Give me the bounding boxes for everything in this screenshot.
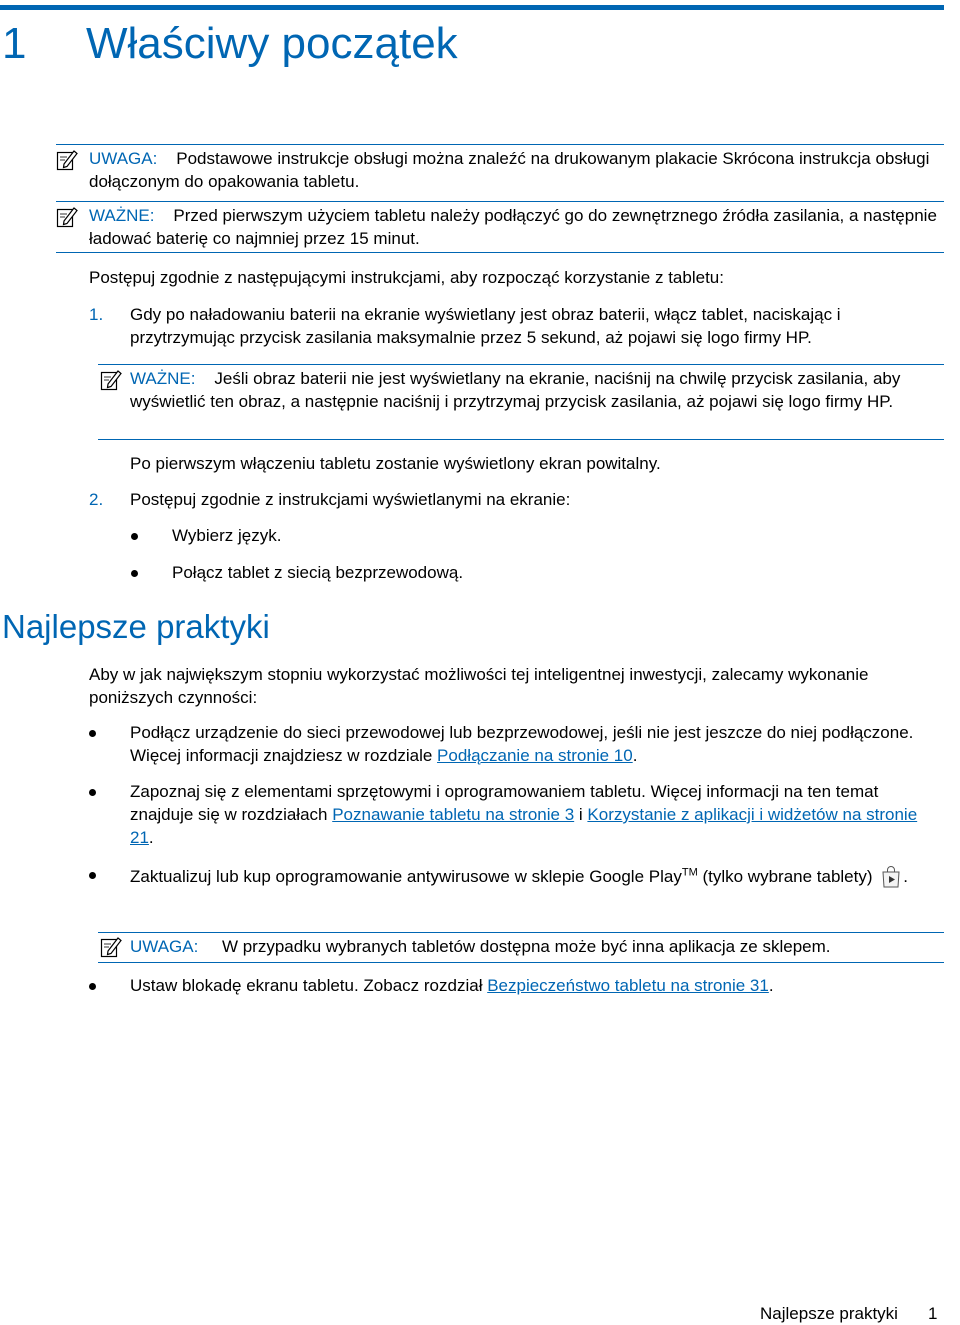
note-pencil-icon [100,368,124,392]
step-number: 1. [89,305,104,324]
note-pencil-icon [56,205,80,229]
list-item [130,780,935,849]
page-footer [760,1302,937,1325]
list-item-mid: i [574,805,588,824]
list-item [130,721,920,767]
step-text: Gdy po naładowaniu baterii na ekranie wyświetlany jest obraz baterii, włącz tablet, naciskając i przytrzymując przycisk zasilania maksymalnie przez 5 sekund, aż pojawi się logo firmy HP. [130,305,841,347]
note-pencil-icon [100,935,124,959]
note-text-after: dołączonym do opakowania tabletu. [89,172,360,191]
chapter-title [2,14,458,74]
note-text: Przed pierwszym użyciem tabletu należy podłączyć go do zewnętrznego źródła zasilania, a następnie ładować baterię co najmniej przez 15 minut. [89,206,937,248]
link-korzystanie[interactable]: Korzystanie z aplikacji i widżetów na stronie 21 [130,805,918,847]
chapter-title-text: Właściwy początek [86,19,458,68]
bullet-dot [89,730,96,737]
list-item-end: . [632,746,638,765]
page-number: 1 [927,1304,938,1323]
step-text: Postępuj zgodnie z instrukcjami wyświetlanymi na ekranie: [130,490,571,509]
step-number: 2. [89,490,104,509]
bullet-dot [89,789,96,796]
note-label: WAŻNE: [89,206,155,225]
note-label: UWAGA: [89,149,158,168]
list-item-text-2: (tylko wybrane tablety) [697,867,878,886]
intro-paragraph: Postępuj zgodnie z następującymi instrukcjami, aby rozpocząć korzystanie z tabletu: [89,268,724,287]
note-text: Podstawowe instrukcje obsługi można znaleźć na drukowanym plakacie [176,149,723,168]
note-text: Jeśli obraz baterii nie jest wyświetlany na ekranie, naciśnij na chwilę przycisk zasilania, aby wyświetlić ten obraz, a następnie naciśnij i przytrzymaj przycisk zasilania, aż pojawi się logo firmy HP. [130,369,901,411]
note-pencil-icon [56,148,80,172]
step-after-text: Po pierwszym włączeniu tabletu zostanie wyświetlony ekran powitalny. [130,454,661,473]
link-podlaczanie[interactable]: Podłączanie na stronie 10 [437,746,633,765]
list-item: Wybierz język. [172,526,282,545]
list-item-text: Zapoznaj się z elementami sprzętowymi i oprogramowaniem tabletu. Więcej informacji na ten temat znajduje się w rozdziałach [130,782,879,824]
chapter-rule [0,5,944,10]
note-wazne [56,201,944,253]
list-item-end: . [903,867,908,886]
list-item-text: Podłącz urządzenie do sieci przewodowej lub bezprzewodowej, jeśli nie jest jeszcze do niej podłączone. Więcej informacji znajdziesz w rozdziale [130,723,914,765]
list-item-text: Zaktualizuj lub kup oprogramowanie antywirusowe w sklepie Google Play [130,867,682,886]
bullet-dot [131,533,138,540]
link-bezpieczenstwo[interactable]: Bezpieczeństwo tabletu na stronie 31 [487,976,769,995]
list-item-text: Ustaw blokadę ekranu tabletu. Zobacz rozdział [130,976,488,995]
list-item: Połącz tablet z siecią bezprzewodową. [172,563,464,582]
bullet-dot [89,872,96,879]
section-intro: Aby w jak największym stopniu wykorzystać możliwości tej inteligentnej inwestycji, zalecamy wykonanie poniższych czynności: [89,665,869,707]
chapter-number: 1 [2,19,27,68]
list-item-end: . [768,976,774,995]
note-label: WAŻNE: [130,369,196,388]
note-text: W przypadku wybranych tabletów dostępna może być inna aplikacja ze sklepem. [221,937,831,956]
note-step-wazne [98,364,944,440]
footer-section-title: Najlepsze praktyki [760,1304,898,1323]
note-uwaga [56,144,944,196]
list-item [130,863,930,890]
note-label: UWAGA: [130,937,199,956]
bullet-dot [131,570,138,577]
play-store-icon [879,865,903,889]
section-title: Najlepsze praktyki [2,608,270,645]
list-item [130,974,930,997]
note-strong-text: Skrócona instrukcja obsługi [722,149,930,168]
note-section-uwaga [98,932,944,963]
bullet-dot [89,983,96,990]
trademark: TM [681,866,698,879]
list-item-end: . [148,828,154,847]
link-poznawanie[interactable]: Poznawanie tabletu na stronie 3 [332,805,575,824]
